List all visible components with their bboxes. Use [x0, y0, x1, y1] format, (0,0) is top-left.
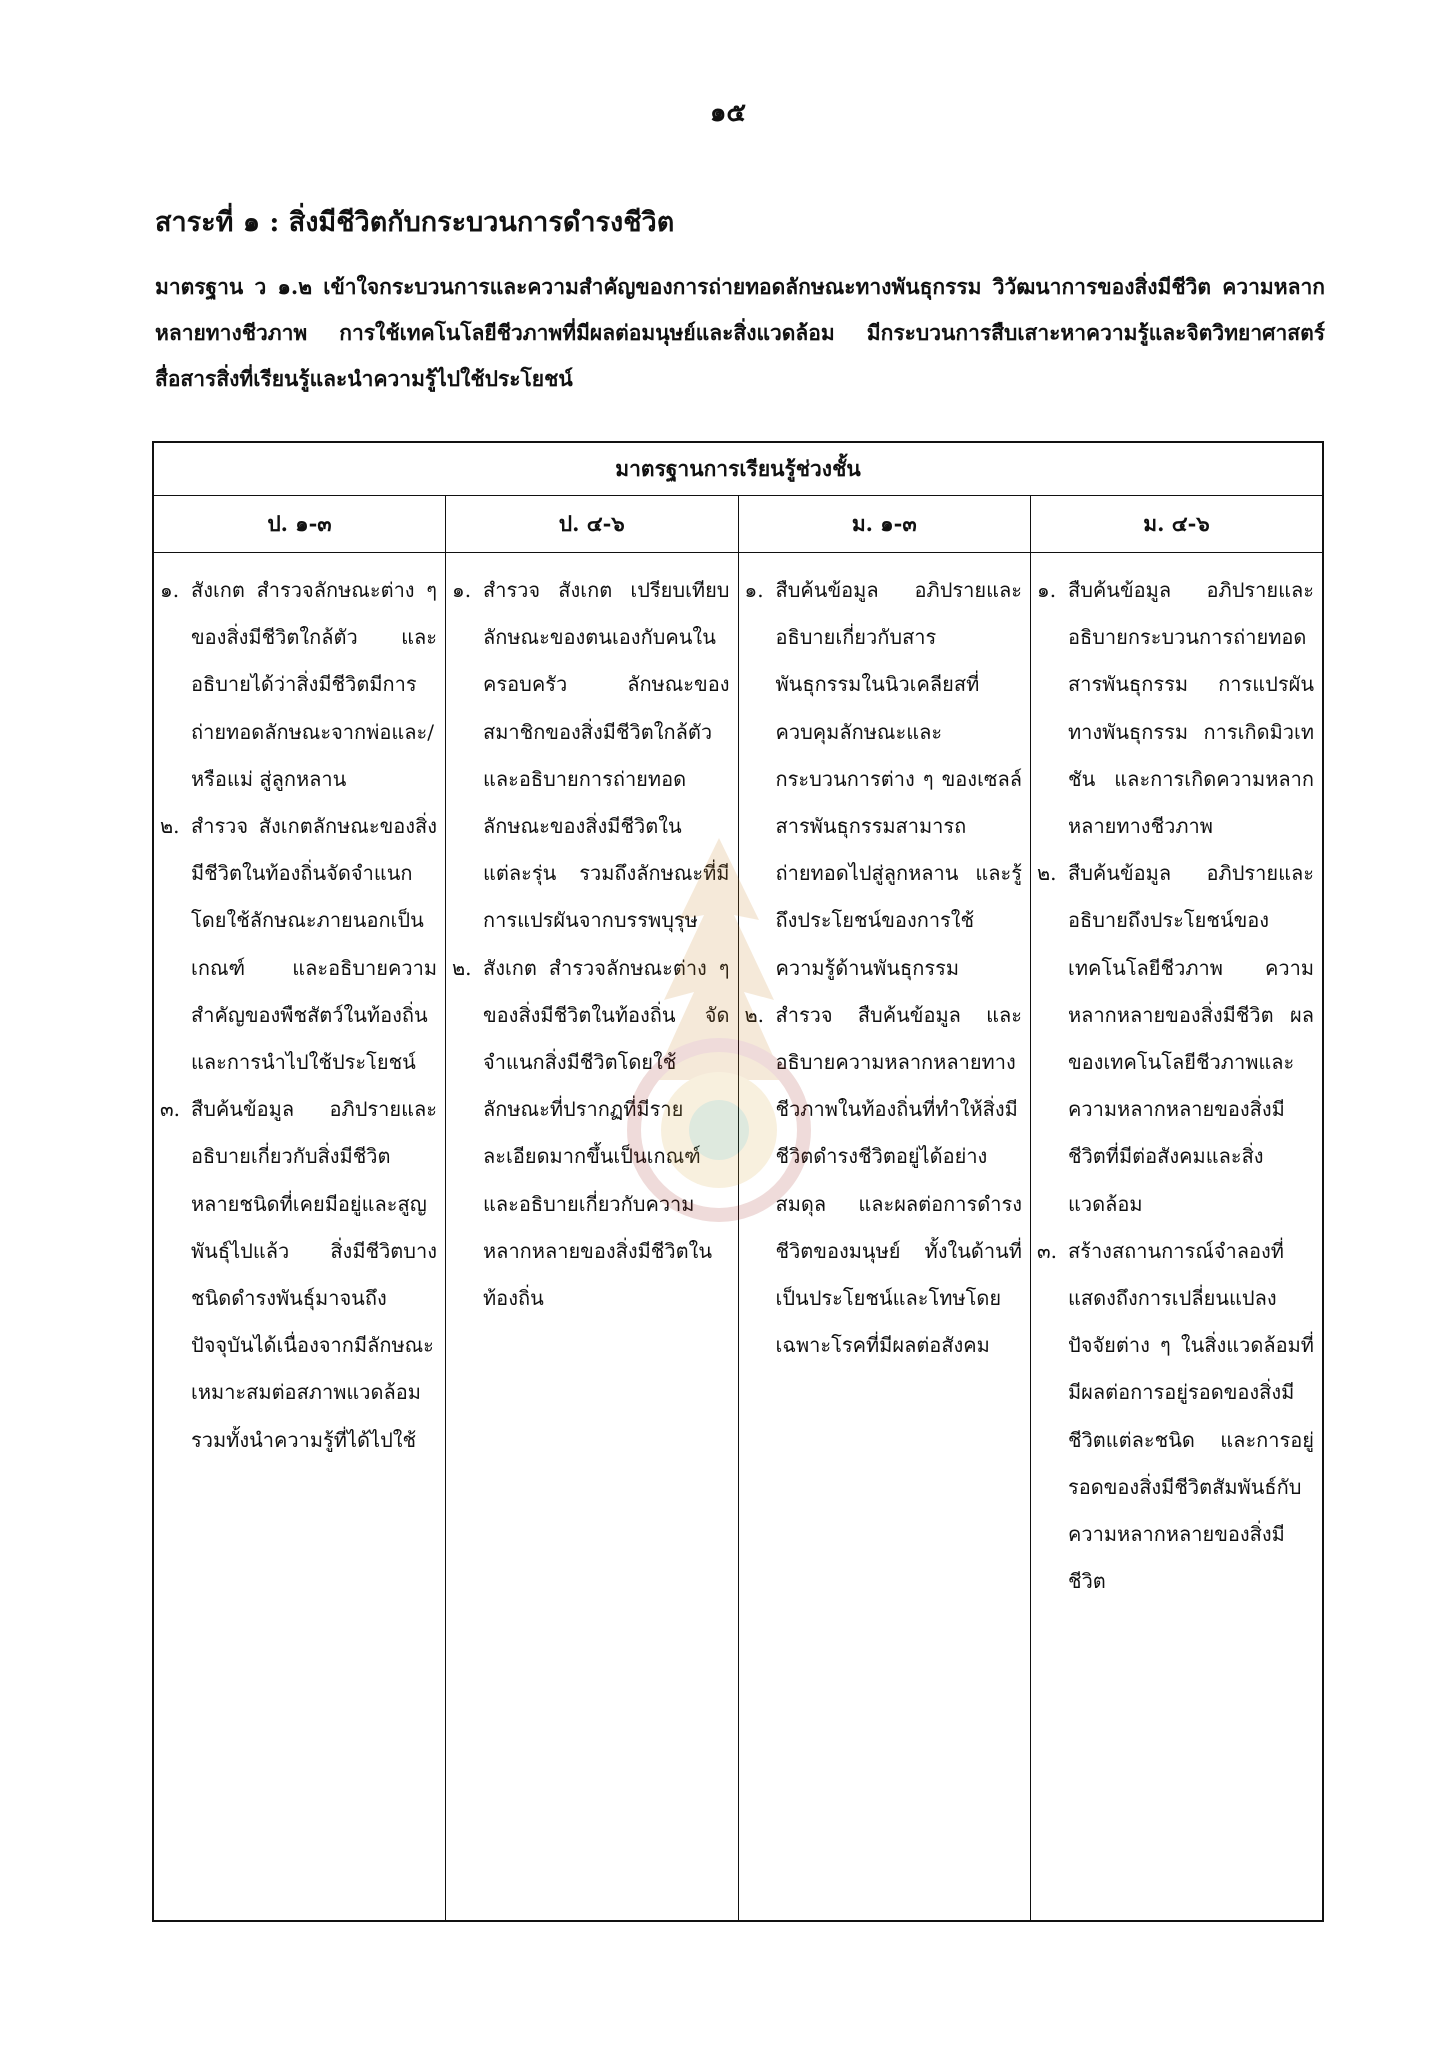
page-number: ๑๕ [709, 98, 747, 128]
column-cell-p1-3 [153, 553, 446, 1922]
list-item [745, 567, 1023, 992]
strand-heading: สาระที่ ๑ : สิ่งมีชีวิตกับกระบวนการดำรงชีวิต [155, 207, 675, 238]
item-text: สืบค้นข้อมูล อภิปรายและอธิบายเกี่ยวกับสิ่งมีชีวิตหลายชนิดที่เคยมีอยู่และสูญพันธุ์ไปแล้ว สิ่งมีชีวิตบางชนิดดำรงพันธุ์มาจนถึงปัจจุบันได้เนื่องจากมีลักษณะเหมาะสมต่อสภาพแวดล้อม รวมทั้งนำความรู้ที่ได้ไปใช้ [191, 1097, 437, 1452]
item-text: สืบค้นข้อมูล อภิปรายและอธิบายกระบวนการถ่ายทอดสารพันธุกรรม การแปรผันทางพันธุกรรม การเกิดมิวเทชัน และการเกิดความหลากหลายทางชีวภาพ [1068, 578, 1314, 839]
list-item [160, 567, 437, 803]
item-text: สำรวจ สังเกต เปรียบเทียบลักษณะของตนเองกับคนในครอบครัว ลักษณะของสมาชิกของสิ่งมีชีวิตใกล้ตัว และอธิบายการถ่ายทอดลักษณะของสิ่งมีชีวิตในแต่ละรุ่น รวมถึงลักษณะที่มีการแปรผันจากบรรพบุรุษ [483, 578, 730, 933]
item-text: สำรวจ สังเกตลักษณะของสิ่งมีชีวิตในท้องถิ่นจัดจำแนกโดยใช้ลักษณะภายนอกเป็นเกณฑ์ และอธิบายความสำคัญของพืชสัตว์ในท้องถิ่น และการนำไปใช้ประโยชน์ [191, 814, 437, 1075]
list-item [1037, 1228, 1314, 1606]
item-number: ๒. [744, 1002, 765, 1027]
item-number: ๒. [160, 814, 180, 839]
item-list [160, 567, 437, 1464]
item-text: สืบค้นข้อมูล อภิปรายและอธิบายเกี่ยวกับสารพันธุกรรมในนิวเคลียสที่ควบคุมลักษณะและกระบวนการต่าง ๆ ของเซลล์ สารพันธุกรรมสามารถถ่ายทอดไปสู่ลูกหลาน และรู้ถึงประโยชน์ของการใช้ความรู้ด้านพันธุกรรม [775, 578, 1022, 980]
list-item [452, 567, 730, 945]
item-number: ๓. [1037, 1238, 1058, 1263]
item-number: ๑. [452, 578, 472, 602]
column-header-m1-3: ม. ๑-๓ [738, 496, 1031, 553]
item-text: สำรวจ สืบค้นข้อมูล และอธิบายความหลากหลายทางชีวภาพในท้องถิ่นที่ทำให้สิ่งมีชีวิตดำรงชีวิตอยู่ได้อย่างสมดุล และผลต่อการดำรงชีวิตของมนุษย์ ทั้งในด้านที่เป็นประโยชน์และโทษโดยเฉพาะโรคที่มีผลต่อสังคม [775, 1002, 1022, 1358]
item-number: ๑. [1037, 578, 1057, 602]
item-number: ๓. [160, 1097, 181, 1122]
item-list [745, 567, 1023, 1369]
item-number: ๑. [744, 578, 764, 602]
list-item [452, 945, 730, 1323]
item-text: สร้างสถานการณ์จำลองที่แสดงถึงการเปลี่ยนแปลงปัจจัยต่าง ๆ ในสิ่งแวดล้อมที่มีผลต่อการอยู่รอดของสิ่งมีชีวิตแต่ละชนิด และการอยู่รอดของสิ่งมีชีวิตสัมพันธ์กับความหลากหลายของสิ่งมีชีวิต [1068, 1238, 1314, 1594]
item-number: ๒. [452, 955, 472, 980]
column-header-p1-3: ป. ๑-๓ [153, 496, 446, 553]
item-number: ๒. [1037, 861, 1057, 886]
column-cell-m4-6 [1031, 553, 1324, 1922]
column-header-p4-6: ป. ๔-๖ [446, 496, 739, 553]
item-number: ๑. [160, 578, 180, 602]
column-cell-m1-3 [738, 553, 1031, 1922]
column-header-m4-6: ม. ๔-๖ [1031, 496, 1324, 553]
table-title: มาตรฐานการเรียนรู้ช่วงชั้น [153, 442, 1323, 496]
list-item [1037, 850, 1314, 1228]
list-item [745, 992, 1023, 1370]
list-item [160, 1086, 437, 1464]
item-text: สืบค้นข้อมูล อภิปรายและอธิบายถึงประโยชน์ของเทคโนโลยีชีวภาพ ความหลากหลายของสิ่งมีชีวิต ผลของเทคโนโลยีชีวภาพและความหลากหลายของสิ่งมีชีวิตที่มีต่อสังคมและสิ่งแวดล้อม [1068, 861, 1314, 1216]
list-item [160, 803, 437, 1086]
item-list [452, 567, 730, 1322]
column-cell-p4-6 [446, 553, 739, 1922]
item-list [1037, 567, 1314, 1605]
item-text: สังเกต สำรวจลักษณะต่าง ๆ ของสิ่งมีชีวิตในท้องถิ่น จัดจำแนกสิ่งมีชีวิตโดยใช้ลักษณะที่ปรากฏที่มีรายละเอียดมากขึ้นเป็นเกณฑ์และอธิบายเกี่ยวกับความหลากหลายของสิ่งมีชีวิตในท้องถิ่น [483, 955, 730, 1311]
standard-statement: มาตรฐาน ว ๑.๒ เข้าใจกระบวนการและความสำคัญของการถ่ายทอดลักษณะทางพันธุกรรม วิวัฒนาการของสิ่งมีชีวิต ความหลากหลายทางชีวภาพ การใช้เทคโนโลยีชีวภาพที่มีผลต่อมนุษย์และสิ่งแวดล้อม มีกระบวนการสืบเสาะหาความรู้และจิตวิทยาศาสตร์ สื่อสารสิ่งที่เรียนรู้และนำความรู้ไปใช้ประโยชน์ [155, 274, 1325, 391]
standards-table [152, 441, 1324, 1922]
list-item [1037, 567, 1314, 850]
item-text: สังเกต สำรวจลักษณะต่าง ๆ ของสิ่งมีชีวิตใกล้ตัว และอธิบายได้ว่าสิ่งมีชีวิตมีการถ่ายทอดลักษณะจากพ่อและ/หรือแม่ สู่ลูกหลาน [191, 578, 437, 791]
